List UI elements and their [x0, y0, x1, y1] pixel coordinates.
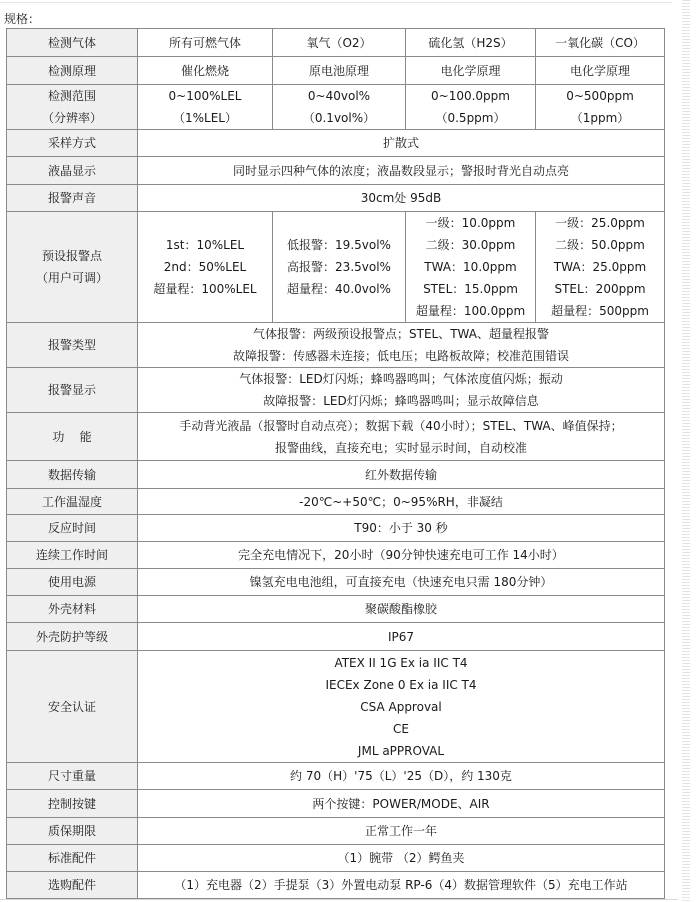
row-label: 报警声音	[7, 185, 138, 212]
row-value: （1）腕带 （2）鳄鱼夹	[138, 845, 665, 872]
principle-cell: 催化燃烧	[138, 57, 273, 85]
resolution-value: （1%LEL）	[173, 111, 237, 125]
bottom-divider	[0, 899, 678, 900]
row-label: 数据传输	[7, 461, 138, 489]
range-value: 0~100.0ppm	[431, 89, 510, 103]
row-label: 标准配件	[7, 845, 138, 872]
row-value: IP67	[138, 623, 665, 651]
alarm-cell-co	[536, 212, 665, 323]
table-row-range	[7, 85, 665, 130]
row-label: 连续工作时间	[7, 542, 138, 569]
row-label: 检测气体	[7, 29, 138, 57]
row-label: 液晶显示	[7, 157, 138, 185]
value-line: 报警曲线，直接充电；实时显示时间，自动校准	[274, 440, 527, 455]
section-heading: 规格：	[4, 12, 41, 26]
alarm-line: 2nd：50%LEL	[163, 260, 247, 274]
alarm-cell-oxygen	[273, 212, 406, 323]
row-value	[138, 651, 665, 763]
alarm-line: TWA：25.0ppm	[553, 260, 647, 274]
row-value: 约 70（H）'75（L）'25（D），约 130克	[138, 763, 665, 790]
table-row-sound	[7, 185, 665, 212]
table-row-data-transfer	[7, 461, 665, 489]
value-line: 故障报警：传感器未连接；低电压；电路板故障；校准范围错误	[232, 349, 569, 363]
row-value: 两个按键：POWER/MODE、AIR	[138, 790, 665, 818]
row-value: 30cm处 95dB	[138, 185, 665, 212]
alarm-line: 一级：10.0ppm	[425, 216, 516, 230]
table-row-warranty	[7, 818, 665, 845]
row-label	[7, 85, 138, 130]
row-value: -20℃~+50℃；0~95%RH，非凝结	[138, 489, 665, 515]
alarm-line: 1st：10%LEL	[165, 238, 245, 252]
range-cell	[138, 85, 273, 130]
row-value: 镍氢充电电池组，可直接充电（快速充电只需 180分钟）	[138, 569, 665, 596]
row-label: 采样方式	[7, 130, 138, 157]
table-row-certification	[7, 651, 665, 763]
spec-table	[6, 28, 665, 899]
table-row-response	[7, 515, 665, 542]
resolution-value: （0.5ppm）	[435, 111, 506, 125]
gas-h2s: 硫化氢（H2S）	[406, 29, 536, 57]
gas-oxygen: 氧气（O2）	[273, 29, 406, 57]
table-row-alarm-points	[7, 212, 665, 323]
alarm-line: 超量程：100%LEL	[153, 282, 257, 296]
cert-line: JML aPPROVAL	[357, 743, 445, 758]
row-value: 红外数据传输	[138, 461, 665, 489]
row-value: 正常工作一年	[138, 818, 665, 845]
resolution-value: （0.1vol%）	[302, 111, 376, 125]
table-row-alarm-type	[7, 323, 665, 368]
row-label: 检测原理	[7, 57, 138, 85]
row-value	[138, 413, 665, 461]
label-line: 检测范围	[47, 89, 96, 103]
alarm-line: STEL：15.0ppm	[423, 282, 518, 296]
alarm-line: 高报警：23.5vol%	[287, 260, 391, 274]
cert-line: CE	[393, 721, 409, 736]
alarm-line: STEL：200ppm	[554, 282, 646, 296]
table-row-controls	[7, 790, 665, 818]
row-value: 扩散式	[138, 130, 665, 157]
table-row-runtime	[7, 542, 665, 569]
alarm-line: 超量程：100.0ppm	[415, 304, 526, 318]
row-value: 聚碳酸酯橡胶	[138, 596, 665, 623]
range-value: 0~100%LEL	[168, 89, 242, 103]
row-label: 反应时间	[7, 515, 138, 542]
row-label: 质保期限	[7, 818, 138, 845]
row-label: 控制按键	[7, 790, 138, 818]
value-line: 气体报警：两级预设报警点；STEL、TWA、超量程报警	[253, 327, 549, 341]
cert-line: ATEX II 1G Ex ia IIC T4	[334, 655, 468, 670]
table-row-sampling	[7, 130, 665, 157]
range-cell	[536, 85, 665, 130]
alarm-line: 一级：25.0ppm	[555, 216, 645, 230]
table-row-standard-accessories	[7, 845, 665, 872]
label-line: （分辨率）	[41, 111, 102, 125]
table-row-power	[7, 569, 665, 596]
table-row-shell-protection	[7, 623, 665, 651]
value-line: 气体报警：LED灯闪烁；蜂鸣器鸣叫；气体浓度值闪烁；振动	[239, 372, 563, 386]
table-row-temp-humidity	[7, 489, 665, 515]
row-label: 工作温湿度	[7, 489, 138, 515]
value-line: 故障报警：LED灯闪烁；蜂鸣器鸣叫；显示故障信息	[263, 394, 539, 408]
table-row-optional-accessories	[7, 872, 665, 899]
table-row-gas	[7, 29, 665, 57]
row-label	[7, 212, 138, 323]
principle-cell: 电化学原理	[536, 57, 665, 85]
row-label: 选购配件	[7, 872, 138, 899]
label-line: 预设报警点	[41, 249, 102, 263]
label-line: （用户可调）	[35, 271, 108, 285]
table-row-size-weight	[7, 763, 665, 790]
alarm-line: TWA：10.0ppm	[424, 260, 517, 274]
row-label: 功 能	[7, 413, 138, 461]
cert-line: CSA Approval	[360, 699, 442, 714]
alarm-cell-combustible	[138, 212, 273, 323]
alarm-line: 低报警：19.5vol%	[287, 238, 391, 252]
range-value: 0~500ppm	[566, 89, 634, 103]
gas-combustible: 所有可燃气体	[138, 29, 273, 57]
row-label: 报警类型	[7, 323, 138, 368]
table-row-principle	[7, 57, 665, 85]
range-value: 0~40vol%	[307, 89, 371, 103]
alarm-line: 超量程：500ppm	[551, 304, 649, 318]
row-value: 同时显示四种气体的浓度；液晶数段显示；警报时背光自动点亮	[138, 157, 665, 185]
row-label: 使用电源	[7, 569, 138, 596]
row-label: 尺寸重量	[7, 763, 138, 790]
table-row-function	[7, 413, 665, 461]
alarm-line: 超量程：40.0vol%	[287, 282, 391, 296]
row-value	[138, 323, 665, 368]
row-value: 完全充电情况下，20小时（90分钟快速充电可工作 14小时）	[138, 542, 665, 569]
alarm-cell-h2s	[406, 212, 536, 323]
resolution-value: （1ppm）	[570, 111, 630, 125]
top-divider	[0, 2, 672, 3]
principle-cell: 原电池原理	[273, 57, 406, 85]
alarm-line: 二级：30.0ppm	[425, 238, 516, 252]
cert-line: IECEx Zone 0 Ex ia IIC T4	[325, 677, 477, 692]
row-label: 安全认证	[7, 651, 138, 763]
range-cell	[406, 85, 536, 130]
row-value	[138, 368, 665, 413]
row-label: 报警显示	[7, 368, 138, 413]
scrollbar-edge[interactable]	[682, 0, 690, 902]
row-value: T90：小于 30 秒	[138, 515, 665, 542]
table-row-alarm-display	[7, 368, 665, 413]
alarm-line: 二级：50.0ppm	[555, 238, 645, 252]
table-row-shell-material	[7, 596, 665, 623]
range-cell	[273, 85, 406, 130]
row-value: （1）充电器（2）手提泵（3）外置电动泵 RP-6（4）数据管理软件（5）充电工作站	[138, 872, 665, 899]
row-label: 外壳材料	[7, 596, 138, 623]
table-row-lcd	[7, 157, 665, 185]
row-label: 外壳防护等级	[7, 623, 138, 651]
value-line: 手动背光液晶（报警时自动点亮）；数据下载（40小时）；STEL、TWA、峰值保持；	[179, 418, 623, 433]
principle-cell: 电化学原理	[406, 57, 536, 85]
gas-co: 一氧化碳（CO）	[536, 29, 665, 57]
